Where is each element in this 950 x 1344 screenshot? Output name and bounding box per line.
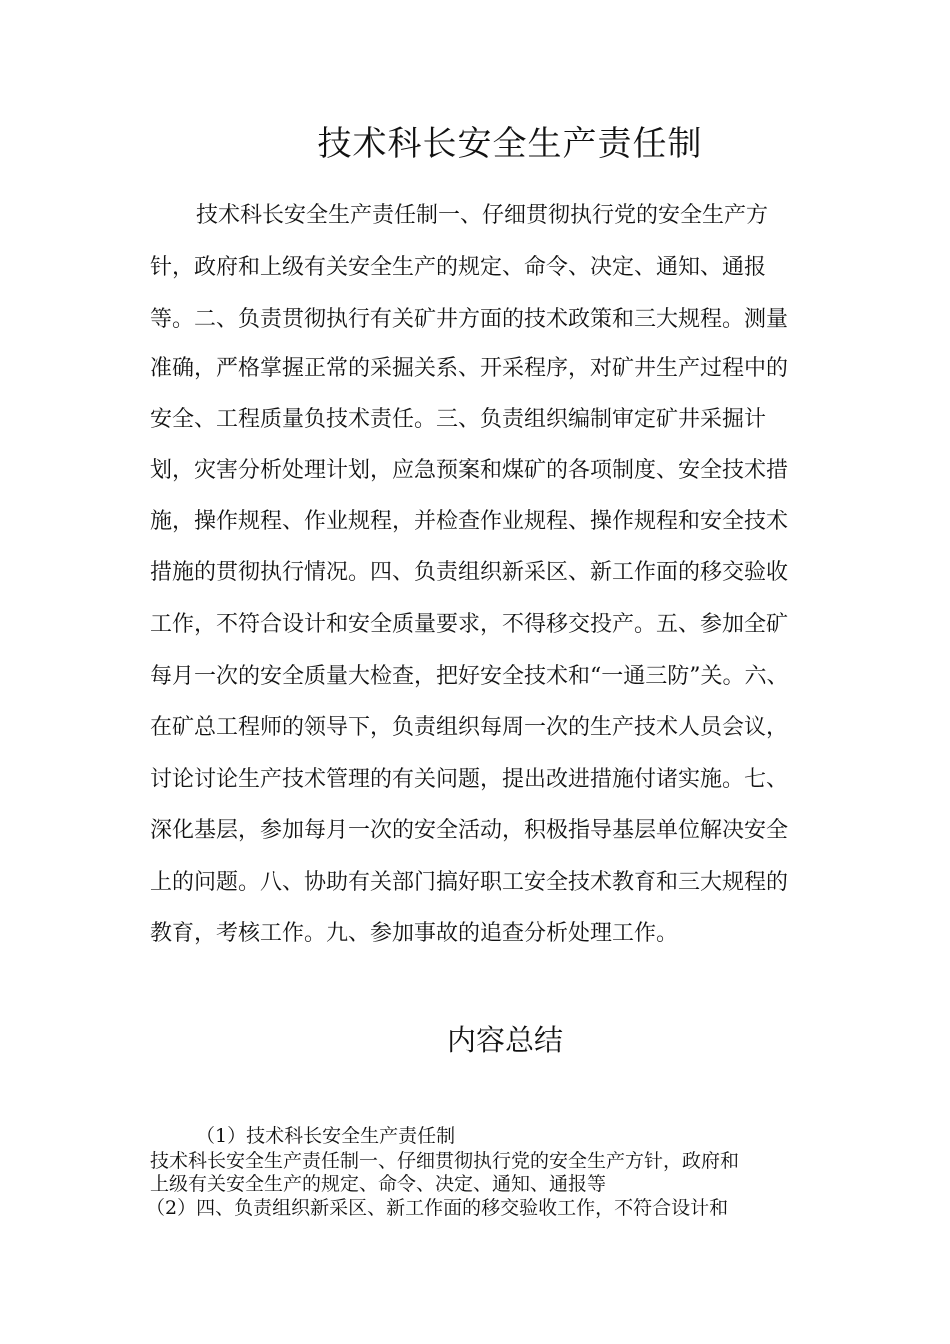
summary-line: 上级有关安全生产的规定、命令、决定、通知、通报等 [150,1173,607,1195]
body-line: 安全、工程质量负技术责任。三、负责组织编制审定矿井采掘计 [150,407,767,432]
body-line: 技术科长安全生产责任制一、仔细贯彻执行党的安全生产方 [196,203,769,228]
summary-line: （1）技术科长安全生产责任制 [196,1125,456,1147]
body-line: 教育，考核工作。九、参加事故的追查分析处理工作。 [150,921,679,946]
body-line: 针，政府和上级有关安全生产的规定、命令、决定、通知、通报 [150,255,767,280]
body-line: 在矿总工程师的领导下，负责组织每周一次的生产技术人员会议， [150,715,789,740]
body-line: 深化基层，参加每月一次的安全活动，积极指导基层单位解决安全 [150,818,789,843]
body-line: 等。二、负责贯彻执行有关矿井方面的技术政策和三大规程。测量 [150,307,789,332]
body-line: 措施的贯彻执行情况。四、负责组织新采区、新工作面的移交验收 [150,560,789,585]
body-line: 准确，严格掌握正常的采掘关系、开采程序，对矿井生产过程中的 [150,356,789,381]
body-line: 工作，不符合设计和安全质量要求，不得移交投产。五、参加全矿 [150,612,789,637]
document-title: 技术科长安全生产责任制 [317,124,703,164]
summary-line: （2）四、负责组织新采区、新工作面的移交验收工作，不符合设计和 [146,1197,729,1219]
summary-line: 技术科长安全生产责任制一、仔细贯彻执行党的安全生产方针，政府和 [150,1150,740,1172]
body-line: 施，操作规程、作业规程，并检查作业规程、操作规程和安全技术 [150,509,789,534]
body-line: 划，灾害分析处理计划，应急预案和煤矿的各项制度、安全技术措 [150,458,789,483]
body-line: 每月一次的安全质量大检查，把好安全技术和“一通三防”关。六、 [150,664,789,689]
body-line: 讨论讨论生产技术管理的有关问题，提出改进措施付诸实施。七、 [150,767,789,792]
summary-title: 内容总结 [446,1023,563,1057]
body-line: 上的问题。八、协助有关部门搞好职工安全技术教育和三大规程的 [150,870,789,895]
